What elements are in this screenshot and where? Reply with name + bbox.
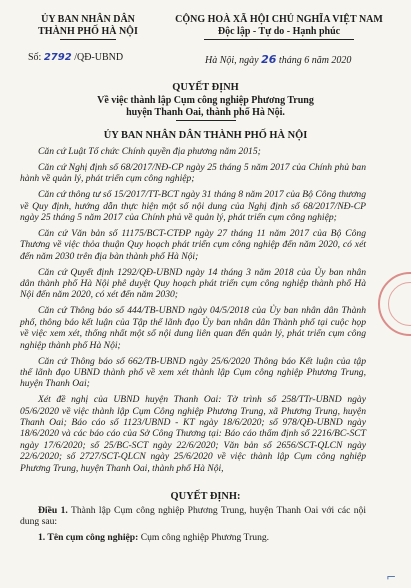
decision-heading: QUYẾT ĐỊNH: bbox=[170, 491, 241, 502]
preamble bbox=[20, 146, 366, 479]
national-motto bbox=[160, 14, 398, 40]
document-number bbox=[28, 52, 123, 63]
preamble-paragraph: Căn cứ Văn bản số 11175/BCT-CTĐP ngày 27 tháng 11 năm 2017 của Bộ Công Thương về việc thỏa thuận Quy hoạch phát triển cụm công nghiệp đến năm 2020, có xét đến năm 2030 trên địa bàn thành phố Hà Nội; bbox=[20, 227, 366, 262]
doc-number-suffix: /QĐ-UBND bbox=[71, 52, 124, 63]
issuing-agency-line1: ỦY BAN NHÂN DÂN bbox=[41, 14, 135, 25]
item-1-text: Cụm công nghiệp Phương Trung. bbox=[138, 531, 270, 543]
subject-line2: huyện Thanh Oai, thành phố Hà Nội. bbox=[126, 107, 285, 118]
doc-number-handwritten: 2792 bbox=[43, 52, 72, 63]
doc-number-prefix: Số: bbox=[28, 52, 44, 63]
national-name: CỘNG HOÀ XÃ HỘI CHỦ NGHĨA VIỆT NAM bbox=[175, 14, 383, 25]
article-1 bbox=[20, 505, 366, 528]
preamble-paragraph: Căn cứ thông tư số 15/2017/TT-BCT ngày 31 tháng 8 năm 2017 của Bộ Công thương về Quy định, hướng dẫn thực hiện một số nội dung của Nghị định số 68/2017/NĐ-CP ngày 25 tháng 5 năm 2017 của Chính phủ về quản lý, phát triển cụm công nghiệp; bbox=[20, 189, 366, 224]
preamble-paragraph: Căn cứ Luật Tổ chức Chính quyền địa phương năm 2015; bbox=[38, 146, 261, 157]
date-suffix: tháng 6 năm 2020 bbox=[276, 55, 352, 66]
item-1-label: 1. Tên cụm công nghiệp: bbox=[38, 531, 139, 543]
agency-underline bbox=[60, 39, 116, 40]
preamble-paragraph: Căn cứ Thông báo số 662/TB-UBND ngày 25/6/2020 Thông báo Kết luận của tập thể lãnh đạo UBND thành phố về xem xét thành lập Cụm công nghiệp Phương Trung, huyện Thanh Oai; bbox=[20, 355, 366, 390]
authority-heading: ỦY BAN NHÂN DÂN THÀNH PHỐ HÀ NỘI bbox=[103, 130, 308, 141]
preamble-paragraph: Căn cứ Nghị định số 68/2017/NĐ-CP ngày 25 tháng 5 năm 2017 của Chính phủ ban hành về quản lý, phát triển cụm công nghiệp; bbox=[20, 161, 366, 185]
preamble-paragraph: Căn cứ Quyết định 1292/QĐ-UBND ngày 14 tháng 3 năm 2018 của Ủy ban nhân dân thành phố Hà Nội phê duyệt Quy hoạch phát triển cụm công nghiệp thành phố Hà Nội đến năm 2020, có xét đến năm 2030; bbox=[20, 266, 366, 301]
document-title: QUYẾT ĐỊNH bbox=[172, 82, 239, 93]
issuing-agency bbox=[22, 14, 154, 40]
pen-mark-icon: ⌐ bbox=[386, 570, 397, 584]
document-date bbox=[205, 54, 351, 66]
date-day-handwritten: 26 bbox=[261, 53, 277, 66]
article-1-text: Thành lập Cụm công nghiệp Phương Trung, huyện Thanh Oai với các nội dung sau: bbox=[20, 505, 367, 528]
preamble-paragraph: Căn cứ Thông báo số 444/TB-UBND ngày 04/5/2018 của Ủy ban nhân dân Thành phố, thông báo kết luận của Tập thể lãnh đạo Ủy ban nhân dân Thành phố tại cuộc họp về việc xem xét, thống nhất một số nội dung liên quan đến quản lý, phát triển cụm công nghiệp thành phố Hà Nội; bbox=[20, 305, 366, 351]
date-prefix: Hà Nội, ngày bbox=[205, 55, 262, 66]
motto: Độc lập - Tự do - Hạnh phúc bbox=[217, 26, 341, 37]
article-1-label: Điều 1. bbox=[38, 505, 68, 516]
article-1-item-1 bbox=[20, 532, 366, 543]
issuing-agency-line2: THÀNH PHỐ HÀ NỘI bbox=[38, 26, 138, 37]
subject-line1: Về việc thành lập Cụm công nghiệp Phương Trung bbox=[97, 95, 314, 106]
document-subject bbox=[40, 95, 371, 121]
subject-underline bbox=[176, 120, 236, 121]
motto-underline bbox=[204, 39, 354, 40]
preamble-paragraph: Xét đề nghị của UBND huyện Thanh Oai: Tờ trình số 258/TTr-UBND ngày 05/6/2020 về việc thành lập Cụm Công nghiệp Phương Trung, xã Phương Trung, huyện Thanh Oai; Báo cáo số 1123/UBND - KT ngày 18/6/2020; số 978/QĐ-UBND ngày 18/6/2020 và các báo cáo của Sở Công Thương tại: Báo cáo thẩm định số 2216/BC-SCT ngày 17/6/2020; số 25/BC-SCT ngày 22/6/2020; Văn bản số 2656/SCT-QLCN ngày 22/6/2020; số 2727/SCT-QLCN ngày 25/6/2020 về việc thành lập Cụm công nghiệp Phương Trung, huyện Thanh Oai, thành phố Hà Nội, bbox=[20, 394, 366, 474]
decision-articles bbox=[20, 505, 366, 547]
